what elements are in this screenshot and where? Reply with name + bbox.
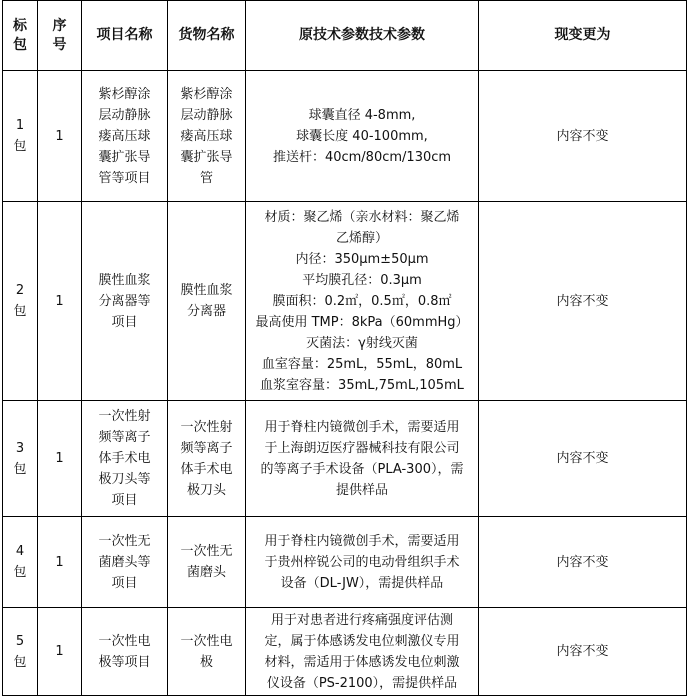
goods-name-line: 频等离子 xyxy=(180,440,233,456)
change-cell: 内容不变 xyxy=(479,517,687,608)
project-name-line: 体手术电 xyxy=(98,451,151,466)
goods-name-line: 瘘高压球 xyxy=(180,128,233,144)
goods-name-line: 一次性电 xyxy=(180,633,233,649)
param-line: 灭菌法：γ射线灭菌 xyxy=(306,335,418,351)
seq-cell: 1 xyxy=(38,71,82,202)
goods-name-cell xyxy=(168,71,246,202)
bid-cell xyxy=(3,517,38,608)
goods-name-cell xyxy=(168,401,246,517)
param-line: 于贵州梓锐公司的电动骨组织手术 xyxy=(264,554,460,570)
goods-name-cell xyxy=(168,202,246,401)
goods-name-line: 管 xyxy=(199,170,213,186)
goods-name-line: 菌磨头 xyxy=(186,565,226,580)
header-orig-params: 原技术参数技术参数 xyxy=(246,1,479,71)
param-line: 球囊直径 4-8mm, xyxy=(308,107,416,123)
param-line: 血室容量：25mL，55mL，80mL xyxy=(261,356,463,372)
param-line: 推送杆：40cm/80cm/130cm xyxy=(272,149,452,165)
orig-params-cell xyxy=(246,71,479,202)
seq-cell: 1 xyxy=(38,517,82,608)
project-name-line: 项目 xyxy=(111,575,138,591)
header-project: 项目名称 xyxy=(82,1,168,71)
table-row xyxy=(3,608,687,696)
param-line: 用于脊柱内镜微创手术，需要适用 xyxy=(264,533,460,549)
project-name-line: 极等项目 xyxy=(98,654,151,670)
table-row xyxy=(3,71,687,202)
bid-number: 1 xyxy=(15,118,25,133)
param-line: 设备（DL-JW），需提供样品 xyxy=(280,575,444,591)
param-line: 的等离子手术设备（PLA-300），需 xyxy=(260,461,464,477)
header-bid xyxy=(3,1,38,71)
project-name-line: 菌磨头等 xyxy=(98,554,151,570)
bid-cell xyxy=(3,608,38,696)
project-name-cell xyxy=(82,608,168,696)
bid-unit: 包 xyxy=(13,654,27,670)
goods-name-line: 极刀头 xyxy=(186,482,226,498)
bid-cell xyxy=(3,401,38,517)
project-name-line: 层动静脉 xyxy=(98,107,151,123)
param-line: 球囊长度 40-100mm, xyxy=(296,128,428,144)
param-line: 膜面积：0.2㎡，0.5㎡，0.8㎡ xyxy=(272,293,452,309)
project-name-line: 囊扩张导 xyxy=(98,149,151,165)
change-cell: 内容不变 xyxy=(479,71,687,202)
bid-unit: 包 xyxy=(13,304,27,319)
table-row xyxy=(3,401,687,517)
goods-name-line: 囊扩张导 xyxy=(180,149,233,165)
bid-unit: 包 xyxy=(13,139,27,154)
project-name-cell xyxy=(82,517,168,608)
goods-name-line: 紫杉醇涂 xyxy=(180,86,233,102)
param-line: 用于对患者进行疼痛强度评估测 xyxy=(270,612,453,628)
goods-name-line: 分离器 xyxy=(186,304,226,319)
param-line: 平均膜孔径：0.3μm xyxy=(302,272,422,288)
orig-params-cell xyxy=(246,608,479,696)
param-line: 于上海朗迈医疗器械科技有限公司 xyxy=(264,440,460,456)
project-name-line: 项目 xyxy=(111,314,138,330)
seq-cell: 1 xyxy=(38,401,82,517)
goods-name-line: 极 xyxy=(199,654,213,670)
project-name-line: 项目 xyxy=(111,493,138,508)
goods-name-line: 一次性射 xyxy=(180,419,233,435)
project-name-line: 紫杉醇涂 xyxy=(98,86,151,102)
project-name-line: 管等项目 xyxy=(98,170,151,186)
bid-number: 4 xyxy=(15,544,25,559)
header-bid-line1: 标 xyxy=(13,17,27,34)
table-row xyxy=(3,202,687,401)
table-row xyxy=(3,517,687,608)
seq-cell: 1 xyxy=(38,202,82,401)
project-name-line: 一次性无 xyxy=(98,533,151,549)
project-name-line: 一次性射 xyxy=(98,409,151,424)
goods-name-line: 一次性无 xyxy=(180,544,233,559)
project-name-cell xyxy=(82,71,168,202)
header-seq xyxy=(38,1,82,71)
bid-number: 5 xyxy=(15,633,25,649)
param-line: 定，属于体感诱发电位刺激仪专用 xyxy=(264,633,460,649)
header-seq-line1: 序 xyxy=(52,17,67,34)
orig-params-cell xyxy=(246,517,479,608)
param-line: 材质：聚乙烯（亲水材料：聚乙烯 xyxy=(264,209,460,225)
tender-change-table xyxy=(2,0,687,696)
param-line: 材料，需适用于体感诱发电位刺激 xyxy=(264,654,460,670)
bid-unit: 包 xyxy=(13,461,27,477)
bid-number: 2 xyxy=(15,283,25,298)
param-line: 血浆室容量：35mL,75mL,105mL xyxy=(260,377,464,393)
bid-unit: 包 xyxy=(13,565,27,580)
project-name-line: 极刀头等 xyxy=(98,472,151,487)
project-name-line: 频等离子 xyxy=(98,430,151,445)
bid-cell xyxy=(3,71,38,202)
change-cell: 内容不变 xyxy=(479,202,687,401)
header-change: 现变更为 xyxy=(479,1,687,71)
orig-params-cell xyxy=(246,401,479,517)
header-row xyxy=(3,1,687,71)
goods-name-line: 膜性血浆 xyxy=(180,283,233,298)
param-line: 最高使用 TMP：8kPa（60mmHg） xyxy=(255,314,469,330)
param-line: 提供样品 xyxy=(335,482,388,498)
header-seq-line2: 号 xyxy=(52,36,67,53)
param-line: 仪设备（PS-2100），需提供样品 xyxy=(266,675,458,691)
header-goods: 货物名称 xyxy=(168,1,246,71)
param-line: 用于脊柱内镜微创手术，需要适用 xyxy=(264,419,460,435)
project-name-line: 分离器等 xyxy=(98,293,151,309)
header-bid-line2: 包 xyxy=(13,36,27,53)
goods-name-line: 体手术电 xyxy=(180,461,233,477)
project-name-line: 膜性血浆 xyxy=(98,272,151,288)
change-cell: 内容不变 xyxy=(479,608,687,696)
seq-cell: 1 xyxy=(38,608,82,696)
param-line: 内径：350μm±50μm xyxy=(295,251,429,267)
param-line: 乙烯醇） xyxy=(335,230,388,246)
project-name-cell xyxy=(82,202,168,401)
project-name-cell xyxy=(82,401,168,517)
goods-name-cell xyxy=(168,517,246,608)
orig-params-cell xyxy=(246,202,479,401)
goods-name-cell xyxy=(168,608,246,696)
project-name-line: 一次性电 xyxy=(98,633,151,649)
bid-cell xyxy=(3,202,38,401)
bid-number: 3 xyxy=(15,440,25,456)
change-cell: 内容不变 xyxy=(479,401,687,517)
goods-name-line: 层动静脉 xyxy=(180,107,233,123)
project-name-line: 瘘高压球 xyxy=(98,128,151,144)
